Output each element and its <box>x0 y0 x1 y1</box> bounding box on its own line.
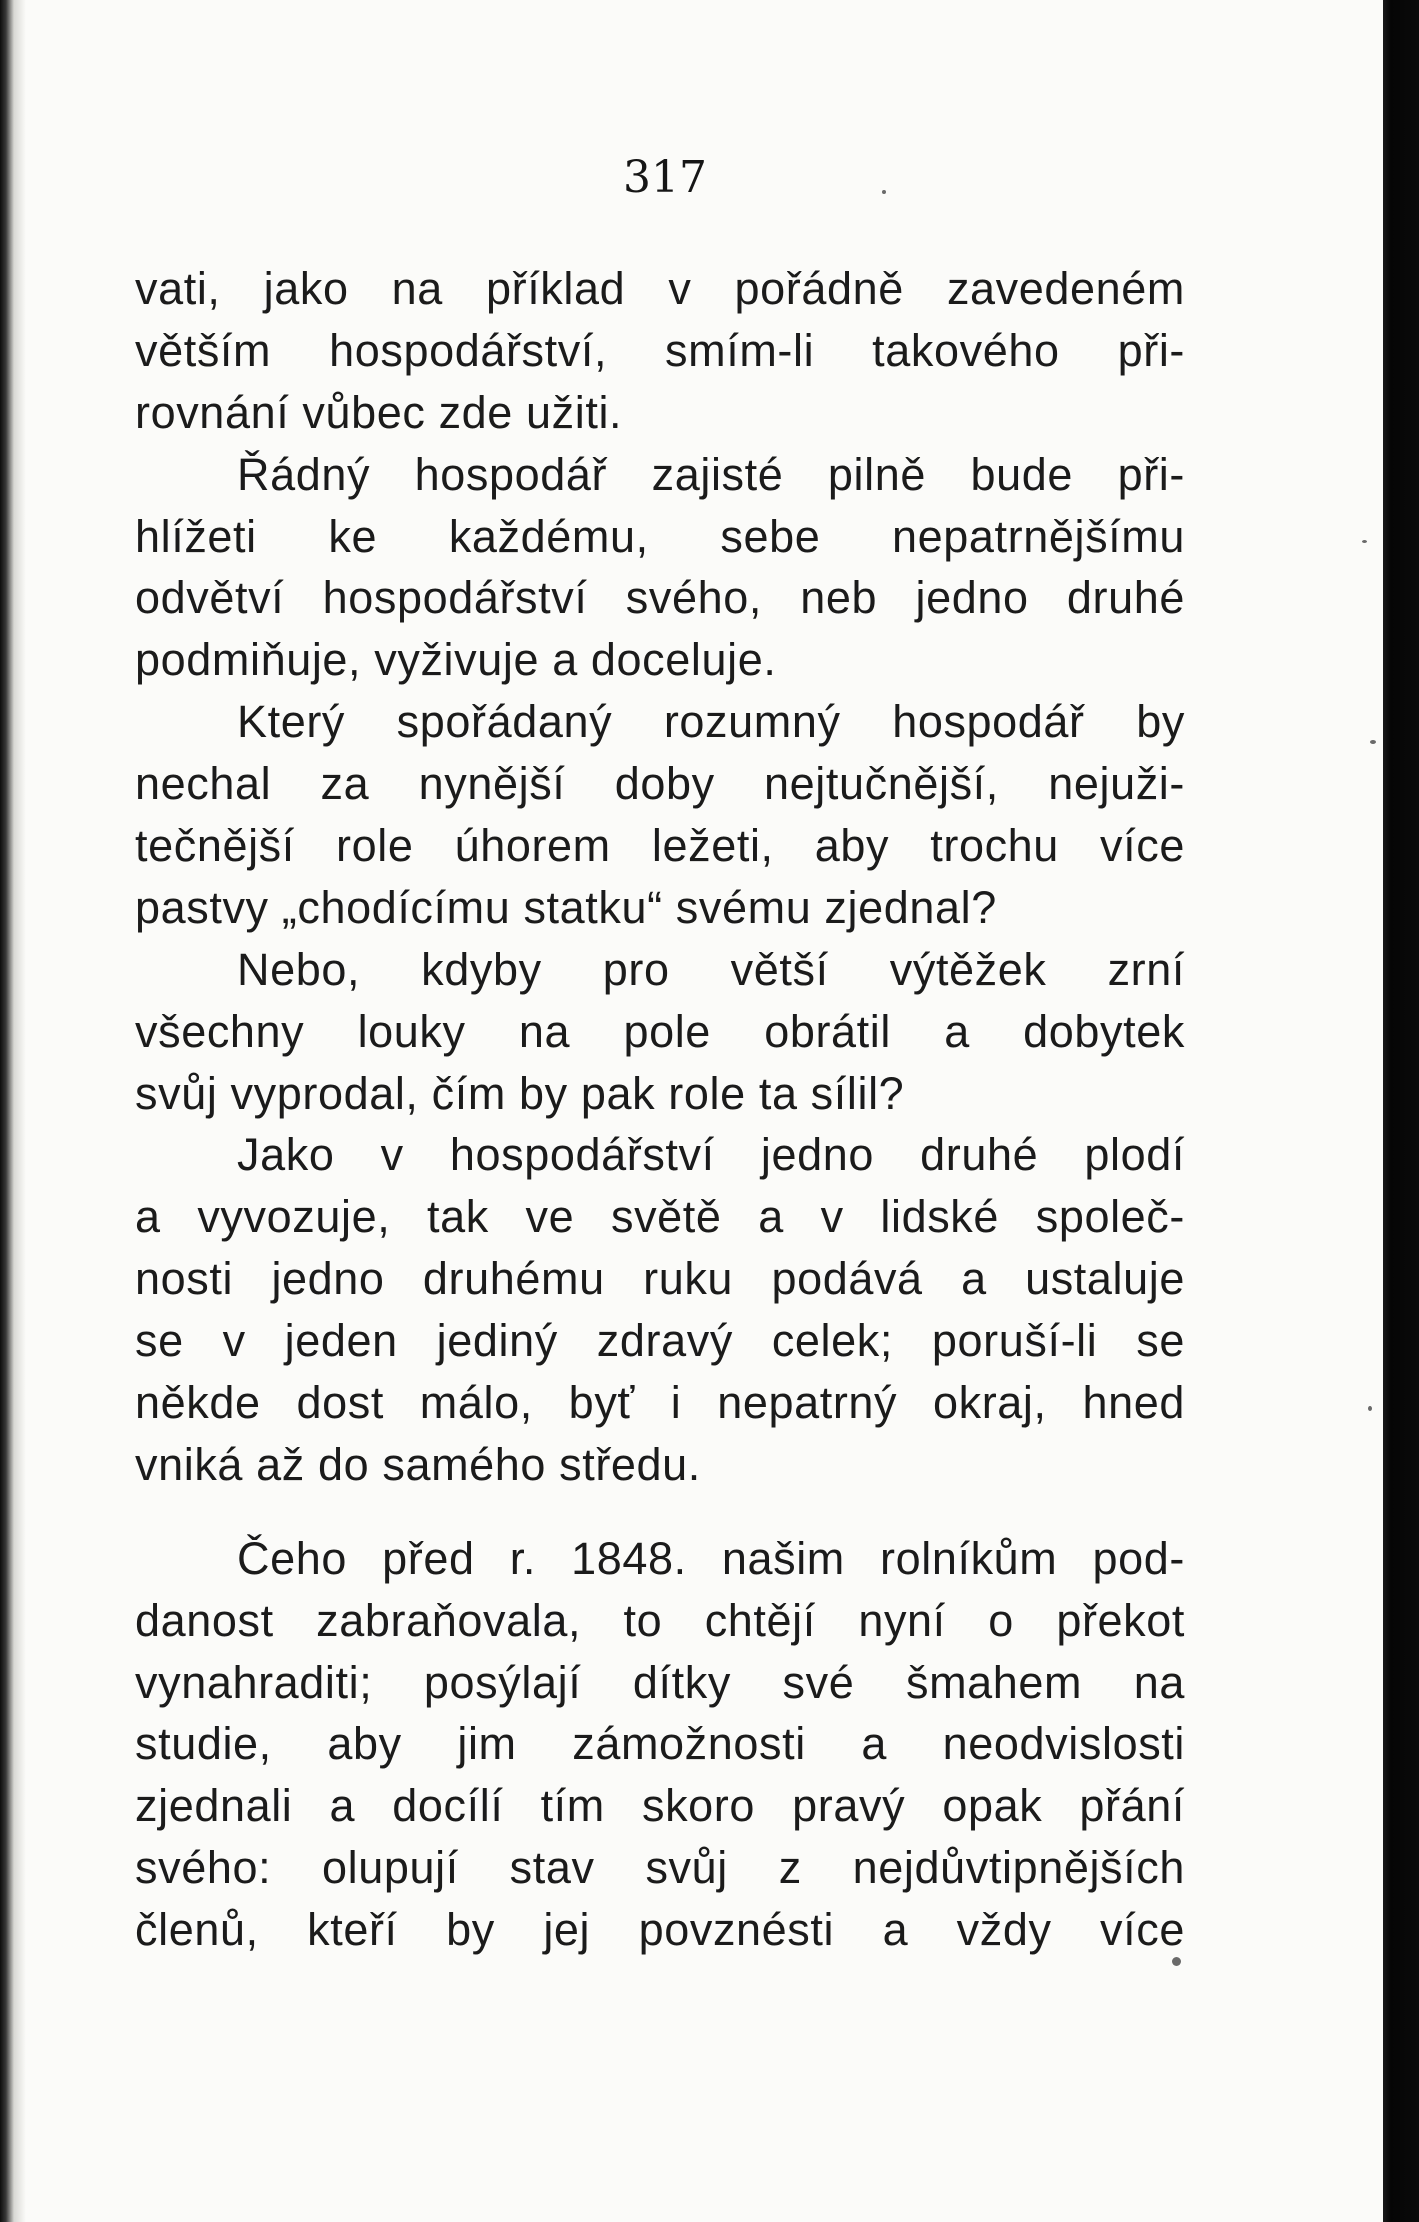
paragraph-first-line: Řádný hospodář zajisté pilně bude při- <box>237 448 1185 500</box>
text-line: rovnání vůbec zde užiti. <box>135 386 623 438</box>
text-line: svého: olupují stav svůj z nejdůvtipnějších <box>135 1842 1185 1894</box>
text-line: pastvy „chodícímu statku“ svému zjednal? <box>135 881 997 933</box>
body-text <box>135 258 1185 1961</box>
paragraph-first-line: Jako v hospodářství jedno druhé plodí <box>237 1129 1185 1181</box>
dust-speck <box>1370 740 1376 744</box>
text-line: zjednali a docílí tím skoro pravý opak přání <box>135 1780 1185 1832</box>
paragraph-first-line: Čeho před r. 1848. našim rolníkům pod- <box>237 1532 1185 1584</box>
text-line: nechal za nynější doby nejtučnější, nejuži- <box>135 758 1185 810</box>
dust-speck <box>882 190 886 194</box>
text-line: tečnější role úhorem ležeti, aby trochu více <box>135 820 1185 872</box>
text-line: odvětví hospodářství svého, neb jedno druhé <box>135 572 1185 624</box>
text-line: a vyvozuje, tak ve světě a v lidské společ- <box>135 1191 1185 1243</box>
text-line: nosti jedno druhému ruku podává a ustaluje <box>135 1253 1185 1305</box>
text-line: všechny louky na pole obrátil a dobytek <box>135 1005 1185 1057</box>
text-line: vniká až do samého středu. <box>135 1438 701 1490</box>
scan-border <box>1383 0 1419 2222</box>
dust-speck <box>1362 540 1367 543</box>
paragraph-first-line: Který spořádaný rozumný hospodář by <box>237 696 1185 748</box>
page-left-edge <box>0 0 26 2222</box>
dust-speck <box>1368 1406 1372 1411</box>
dust-speck <box>1172 1957 1181 1966</box>
paragraph-gap <box>135 1496 1185 1528</box>
text-line: vati, jako na příklad v pořádně zavedeném <box>135 263 1185 314</box>
text-line: vynahraditi; posýlají dítky své šmahem na <box>135 1656 1185 1708</box>
text-line: podmiňuje, vyživuje a doceluje. <box>135 634 777 686</box>
text-line: studie, aby jim zámožnosti a neodvislosti <box>135 1718 1185 1770</box>
text-line: hlížeti ke každému, sebe nepatrnějšímu <box>135 510 1185 562</box>
text-line: danost zabraňovala, to chtějí nyní o překot <box>135 1594 1185 1646</box>
text-line: větším hospodářství, smím-li takového při- <box>135 324 1185 376</box>
page-number: 317 <box>623 152 707 203</box>
text-line: svůj vyprodal, čím by pak role ta sílil? <box>135 1067 905 1119</box>
text-line: někde dost málo, byť i nepatrný okraj, hned <box>135 1377 1185 1429</box>
text-line: se v jeden jediný zdravý celek; poruší-li se <box>135 1315 1185 1367</box>
text-line: členů, kteří by jej povznésti a vždy více <box>135 1904 1185 1956</box>
paragraph-first-line: Nebo, kdyby pro větší výtěžek zrní <box>237 943 1185 995</box>
